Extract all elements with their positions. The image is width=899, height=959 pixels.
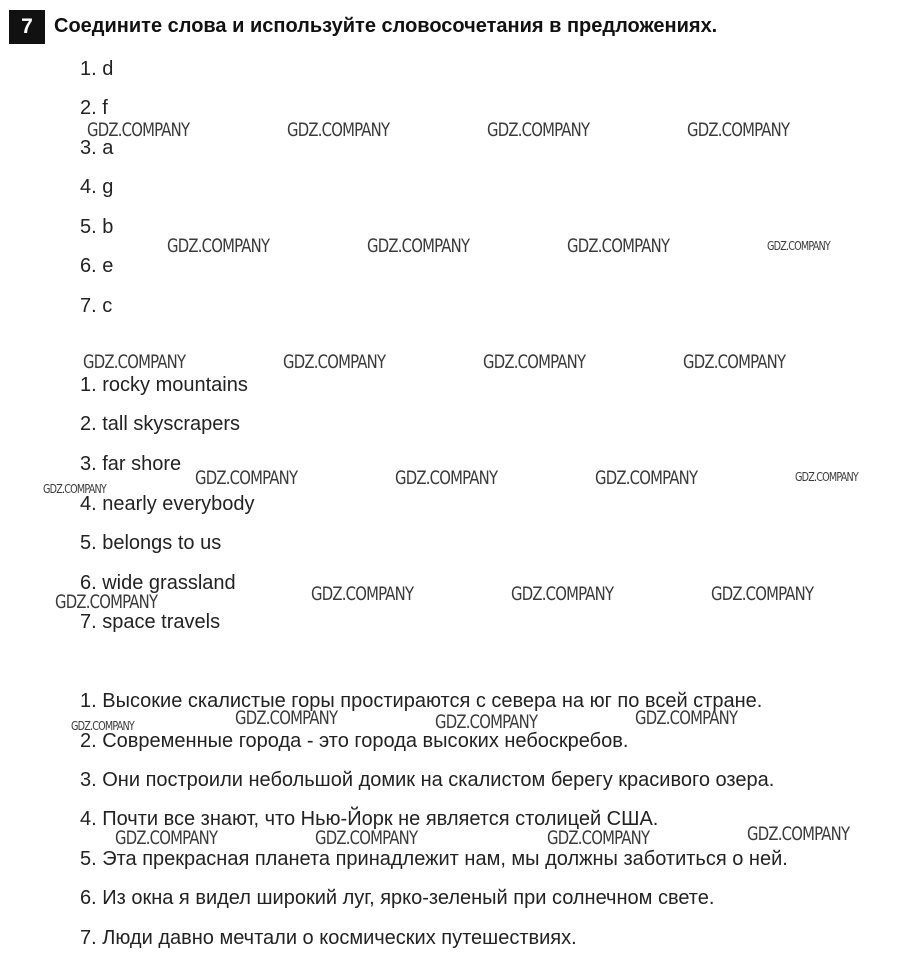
watermark: GDZ.COMPANY [483, 351, 586, 373]
watermark: GDZ.COMPANY [767, 239, 830, 253]
sentence-item: 6. Из окна я видел широкий луг, ярко-зеленый при солнечном свете. [80, 887, 715, 909]
watermark: GDZ.COMPANY [635, 707, 738, 729]
sentence-item: 1. Высокие скалистые горы простираются с севера на юг по всей стране. [80, 690, 763, 712]
watermark: GDZ.COMPANY [795, 470, 858, 484]
watermark: GDZ.COMPANY [167, 235, 270, 257]
watermark: GDZ.COMPANY [395, 467, 498, 489]
watermark: GDZ.COMPANY [435, 711, 538, 733]
matching-item: 5. b [80, 216, 114, 238]
watermark: GDZ.COMPANY [315, 827, 418, 849]
phrase-item: 6. wide grassland [80, 572, 236, 594]
sentence-item: 4. Почти все знают, что Нью-Йорк не является столицей США. [80, 808, 659, 830]
watermark: GDZ.COMPANY [83, 351, 186, 373]
phrase-item: 5. belongs to us [80, 532, 222, 554]
matching-item: 4. g [80, 176, 114, 198]
watermark: GDZ.COMPANY [567, 235, 670, 257]
sentence-item: 7. Люди давно мечтали о космических путешествиях. [80, 927, 577, 949]
watermark: GDZ.COMPANY [287, 119, 390, 141]
phrase-item: 1. rocky mountains [80, 374, 248, 396]
sentence-item: 3. Они построили небольшой домик на скалистом берегу красивого озера. [80, 769, 775, 791]
exercise-title: Соедините слова и используйте словосочетания в предложениях. [54, 15, 718, 37]
sentence-item: 2. Современные города - это города высоких небоскребов. [80, 730, 629, 752]
exercise-number: 7 [9, 10, 45, 44]
phrase-item: 2. tall skyscrapers [80, 413, 241, 435]
watermark: GDZ.COMPANY [195, 467, 298, 489]
matching-item: 1. d [80, 58, 114, 80]
phrase-item: 4. nearly everybody [80, 493, 255, 515]
watermark: GDZ.COMPANY [43, 482, 106, 496]
sentence-item: 5. Эта прекрасная планета принадлежит нам, мы должны заботиться о ней. [80, 848, 788, 870]
watermark: GDZ.COMPANY [87, 119, 190, 141]
watermark: GDZ.COMPANY [747, 823, 850, 845]
matching-item: 7. c [80, 295, 113, 317]
watermark: GDZ.COMPANY [487, 119, 590, 141]
watermark: GDZ.COMPANY [683, 351, 786, 373]
watermark: GDZ.COMPANY [547, 827, 650, 849]
watermark: GDZ.COMPANY [367, 235, 470, 257]
watermark: GDZ.COMPANY [235, 707, 338, 729]
phrase-item: 3. far shore [80, 453, 182, 475]
watermark: GDZ.COMPANY [115, 827, 218, 849]
watermark: GDZ.COMPANY [311, 583, 414, 605]
watermark: GDZ.COMPANY [687, 119, 790, 141]
matching-item: 2. f [80, 97, 108, 119]
watermark: GDZ.COMPANY [711, 583, 814, 605]
watermark: GDZ.COMPANY [595, 467, 698, 489]
watermark: GDZ.COMPANY [283, 351, 386, 373]
watermark: GDZ.COMPANY [71, 719, 134, 733]
phrase-item: 7. space travels [80, 611, 221, 633]
matching-item: 6. e [80, 255, 114, 277]
watermark: GDZ.COMPANY [55, 591, 158, 613]
matching-item: 3. a [80, 137, 114, 159]
watermark: GDZ.COMPANY [511, 583, 614, 605]
